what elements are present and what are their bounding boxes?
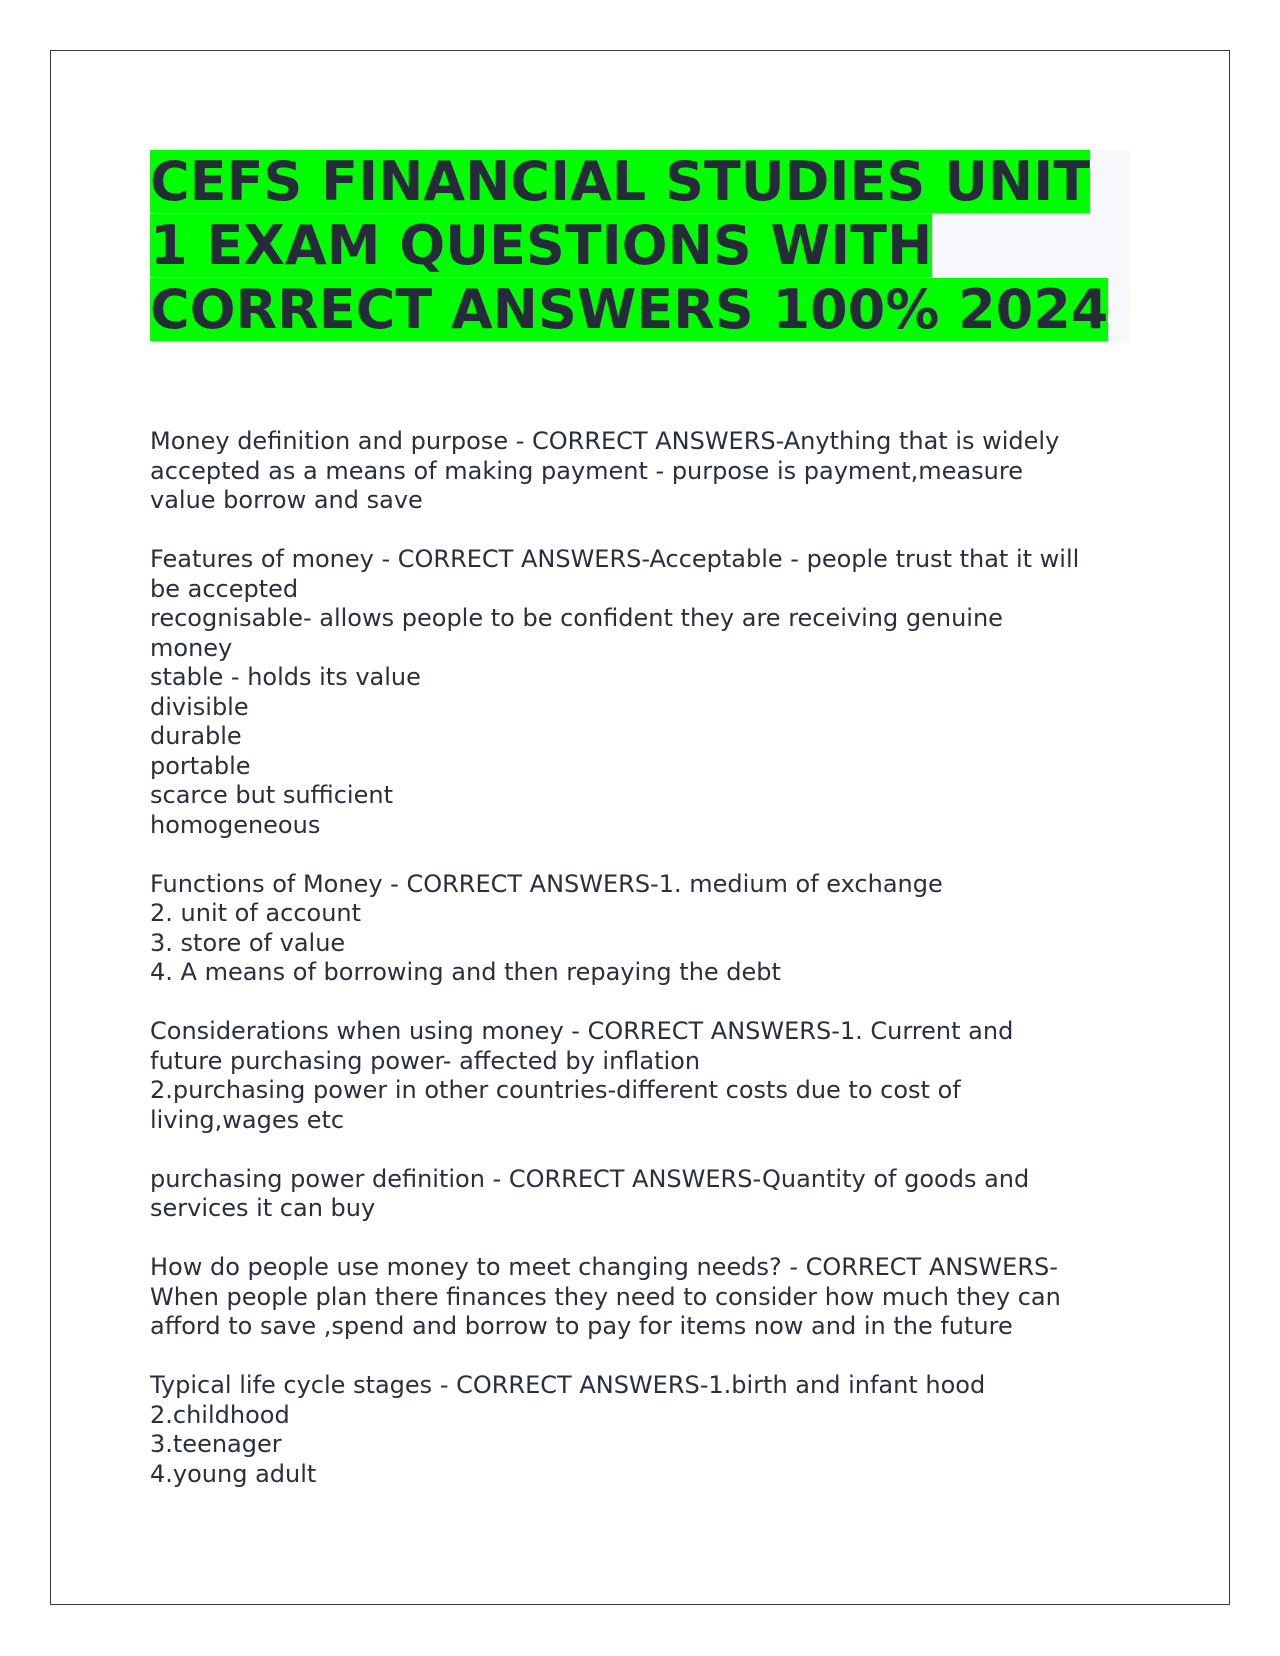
qa-line: accepted as a means of making payment - purpose is payment,measure xyxy=(150,456,1023,485)
qa-entry xyxy=(150,1017,1130,1135)
qa-entry xyxy=(150,1253,1130,1342)
qa-line: purchasing power definition - CORRECT ANSWERS-Quantity of goods and xyxy=(150,1164,1030,1193)
qa-line: divisible xyxy=(150,692,249,721)
document-title-block xyxy=(150,150,1130,342)
qa-line: portable xyxy=(150,751,251,780)
qa-entry xyxy=(150,1165,1130,1224)
qa-entry xyxy=(150,427,1130,516)
qa-line: 3. store of value xyxy=(150,928,346,957)
qa-line: 4.young adult xyxy=(150,1459,317,1488)
qa-line: recognisable- allows people to be confident they are receiving genuine xyxy=(150,604,1003,632)
qa-line: Considerations when using money - CORRECT ANSWERS-1. Current and xyxy=(150,1017,1014,1045)
document-title-text: CEFS FINANCIAL STUDIES UNIT 1 EXAM QUESTIONS WITH CORRECT ANSWERS 100% 2024 xyxy=(150,150,1109,341)
qa-entry xyxy=(150,545,1130,840)
qa-line: living,wages etc xyxy=(150,1105,345,1134)
qa-line: How do people use money to meet changing needs? - CORRECT ANSWERS- xyxy=(150,1253,1058,1281)
qa-line: scarce but sufficient xyxy=(150,781,393,809)
qa-line: 2.childhood xyxy=(150,1400,290,1429)
qa-line: be accepted xyxy=(150,574,299,603)
qa-line: 2. unit of account xyxy=(150,899,362,927)
qa-line: services it can buy xyxy=(150,1194,376,1222)
qa-line: Functions of Money - CORRECT ANSWERS-1. medium of exchange xyxy=(150,869,943,898)
qa-line: durable xyxy=(150,722,242,750)
qa-entry xyxy=(150,870,1130,988)
qa-entry xyxy=(150,1371,1130,1489)
qa-line: afford to save ,spend and borrow to pay for items now and in the future xyxy=(150,1312,1013,1340)
qa-line: Typical life cycle stages - CORRECT ANSWERS-1.birth and infant hood xyxy=(150,1371,986,1399)
qa-line: value borrow and save xyxy=(150,486,423,514)
qa-line: 2.purchasing power in other countries-different costs due to cost of xyxy=(150,1076,961,1104)
qa-line: Features of money - CORRECT ANSWERS-Acceptable - people trust that it will xyxy=(150,545,1080,573)
qa-line: When people plan there finances they need to consider how much they can xyxy=(150,1282,1061,1311)
qa-line: homogeneous xyxy=(150,810,321,839)
qa-line: stable - holds its value xyxy=(150,663,421,691)
qa-line: future purchasing power- affected by inflation xyxy=(150,1046,701,1075)
qa-line: 4. A means of borrowing and then repaying the debt xyxy=(150,958,781,986)
document-title xyxy=(150,150,1130,342)
qa-line: money xyxy=(150,633,233,662)
qa-line: 3.teenager xyxy=(150,1430,282,1458)
qa-line: Money definition and purpose - CORRECT ANSWERS-Anything that is widely xyxy=(150,427,1060,455)
question-answer-list xyxy=(150,427,1130,1519)
